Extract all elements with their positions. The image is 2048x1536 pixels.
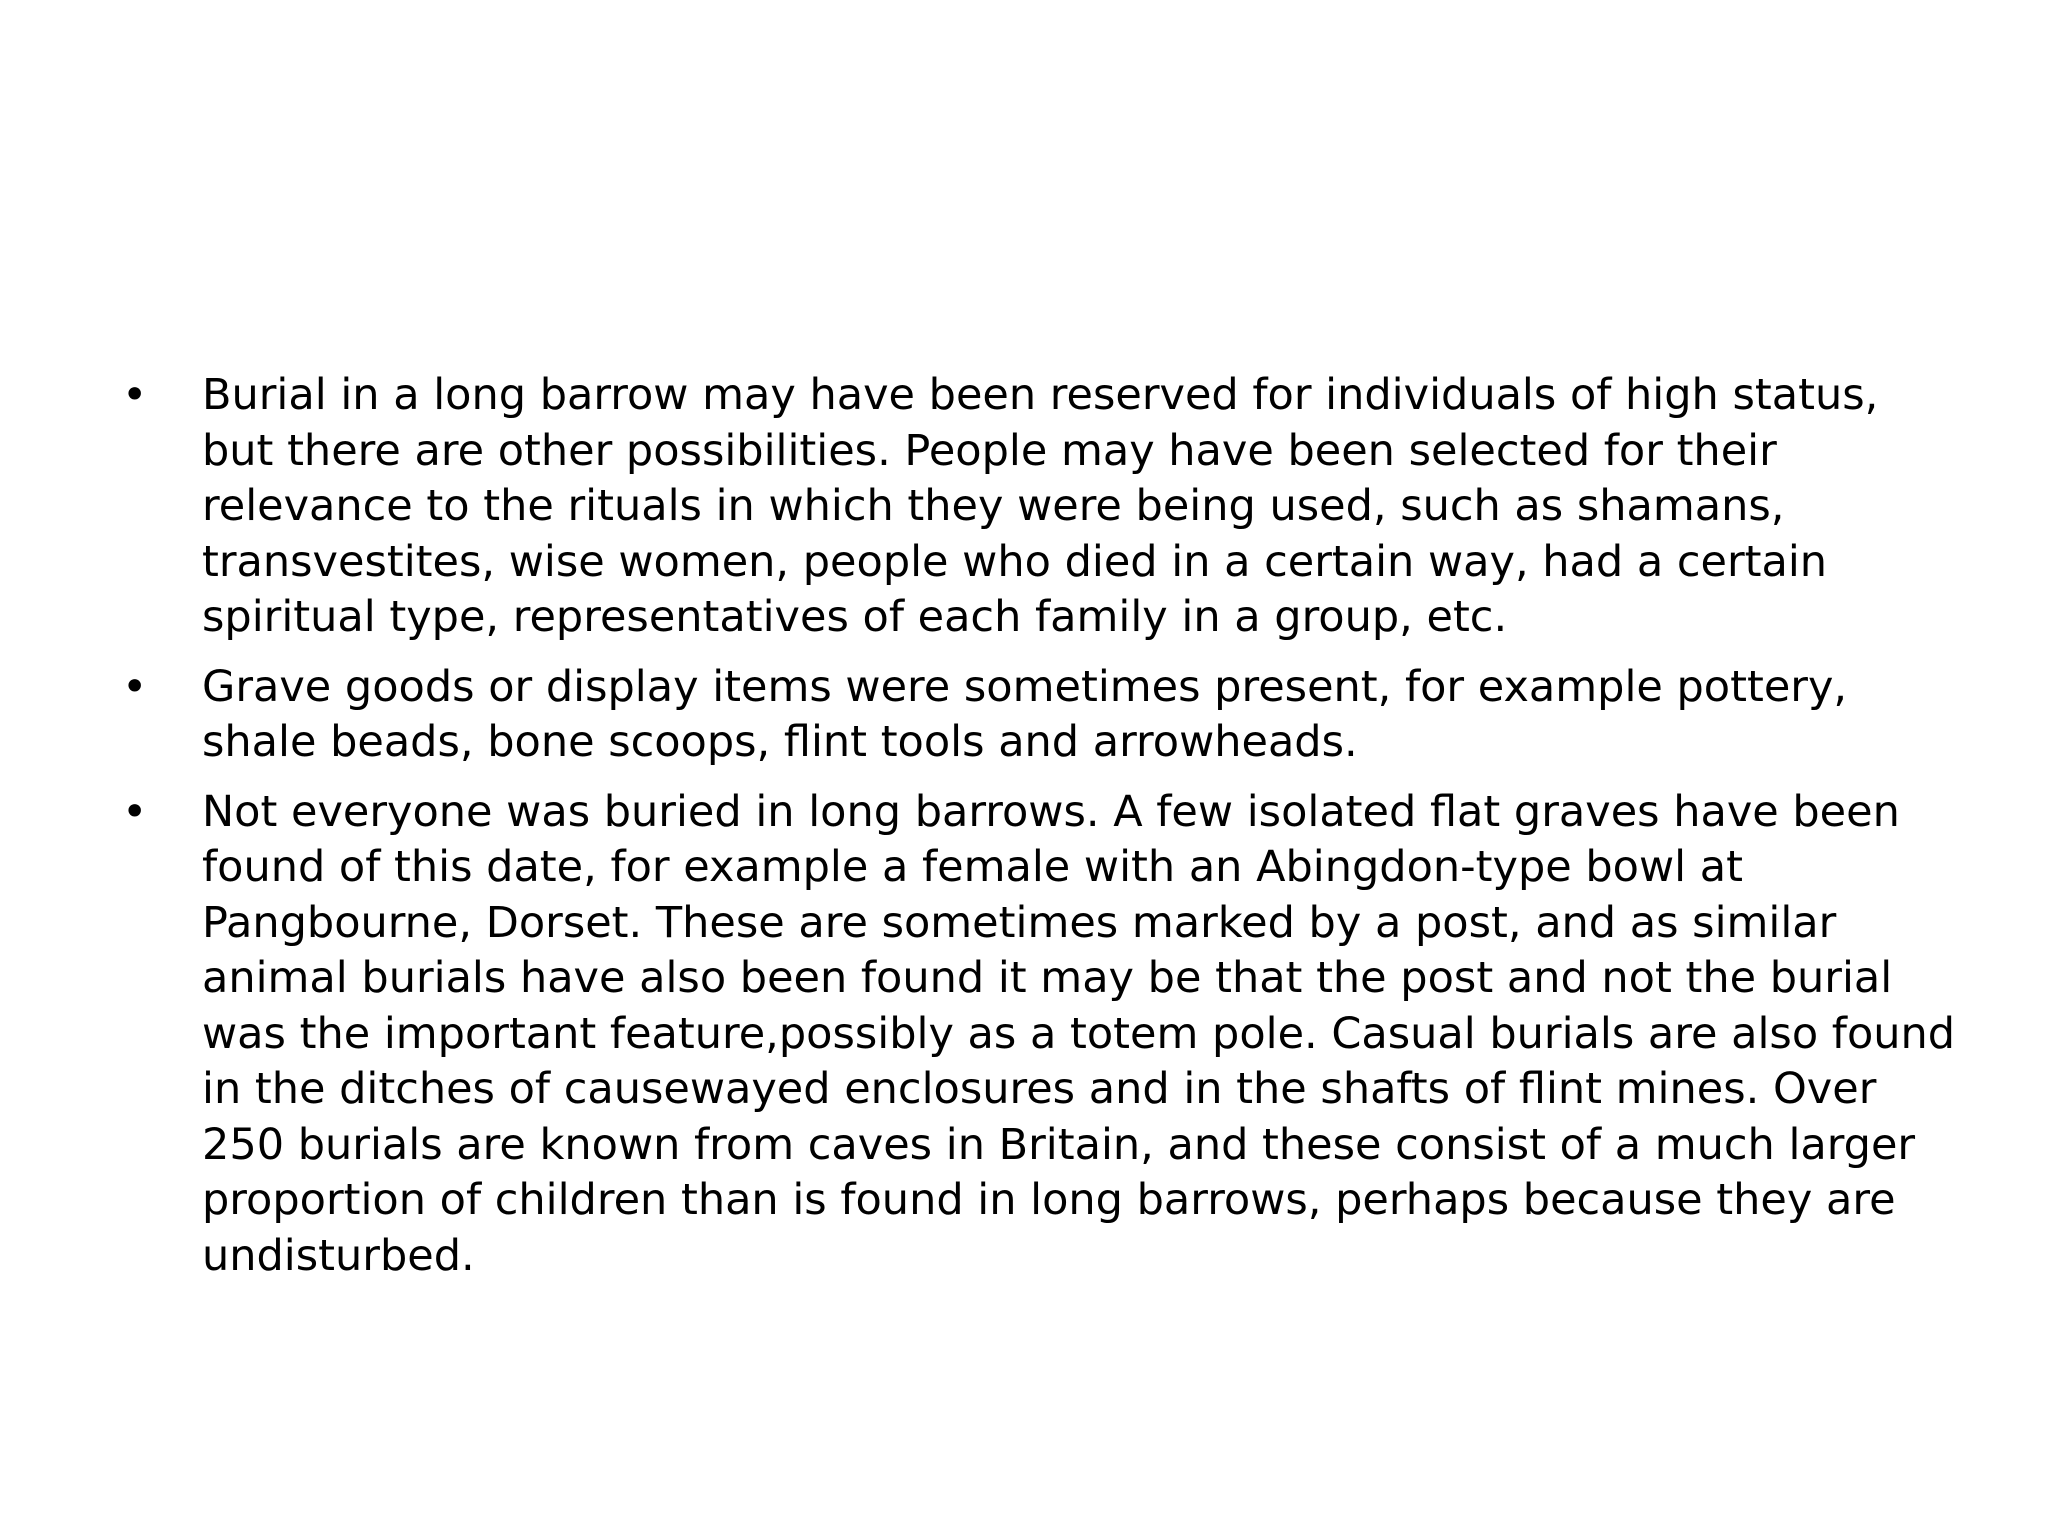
bullet-icon: • [122, 661, 148, 712]
bullet-item-high-status [118, 368, 1958, 646]
bullet-text: Not everyone was buried in long barrows. A few isolated flat graves have been found of this date, for example a female with an Abingdon-type bowl at Pangbourne, Dorset. These are sometimes marked by a post, and as similar animal burials have also been found it may be that the post and not the burial was the important feature,possibly as a totem pole. Casual burials are also found in the ditches of causewayed enclosures and in the shafts of flint mines. Over 250 burials are known from caves in Britain, and these consist of a much larger proportion of children than is found in long barrows, perhaps because they are undisturbed. [202, 786, 1956, 1281]
bullet-text: Burial in a long barrow may have been reserved for individuals of high status, but there are other possibilities. People may have been selected for their relevance to the rituals in which they were being used, such as shamans, transvestites, wise women, people who died in a certain way, had a certain spiritual type, representatives of each family in a group, etc. [202, 370, 1879, 642]
bullet-list [118, 368, 1958, 1298]
bullet-item-grave-goods [118, 660, 1958, 771]
bullet-item-flat-graves [118, 785, 1958, 1285]
bullet-text: Grave goods or display items were sometimes present, for example pottery, shale beads, bone scoops, flint tools and arrowheads. [202, 661, 1848, 767]
bullet-icon: • [122, 370, 148, 420]
bullet-icon: • [122, 786, 148, 837]
